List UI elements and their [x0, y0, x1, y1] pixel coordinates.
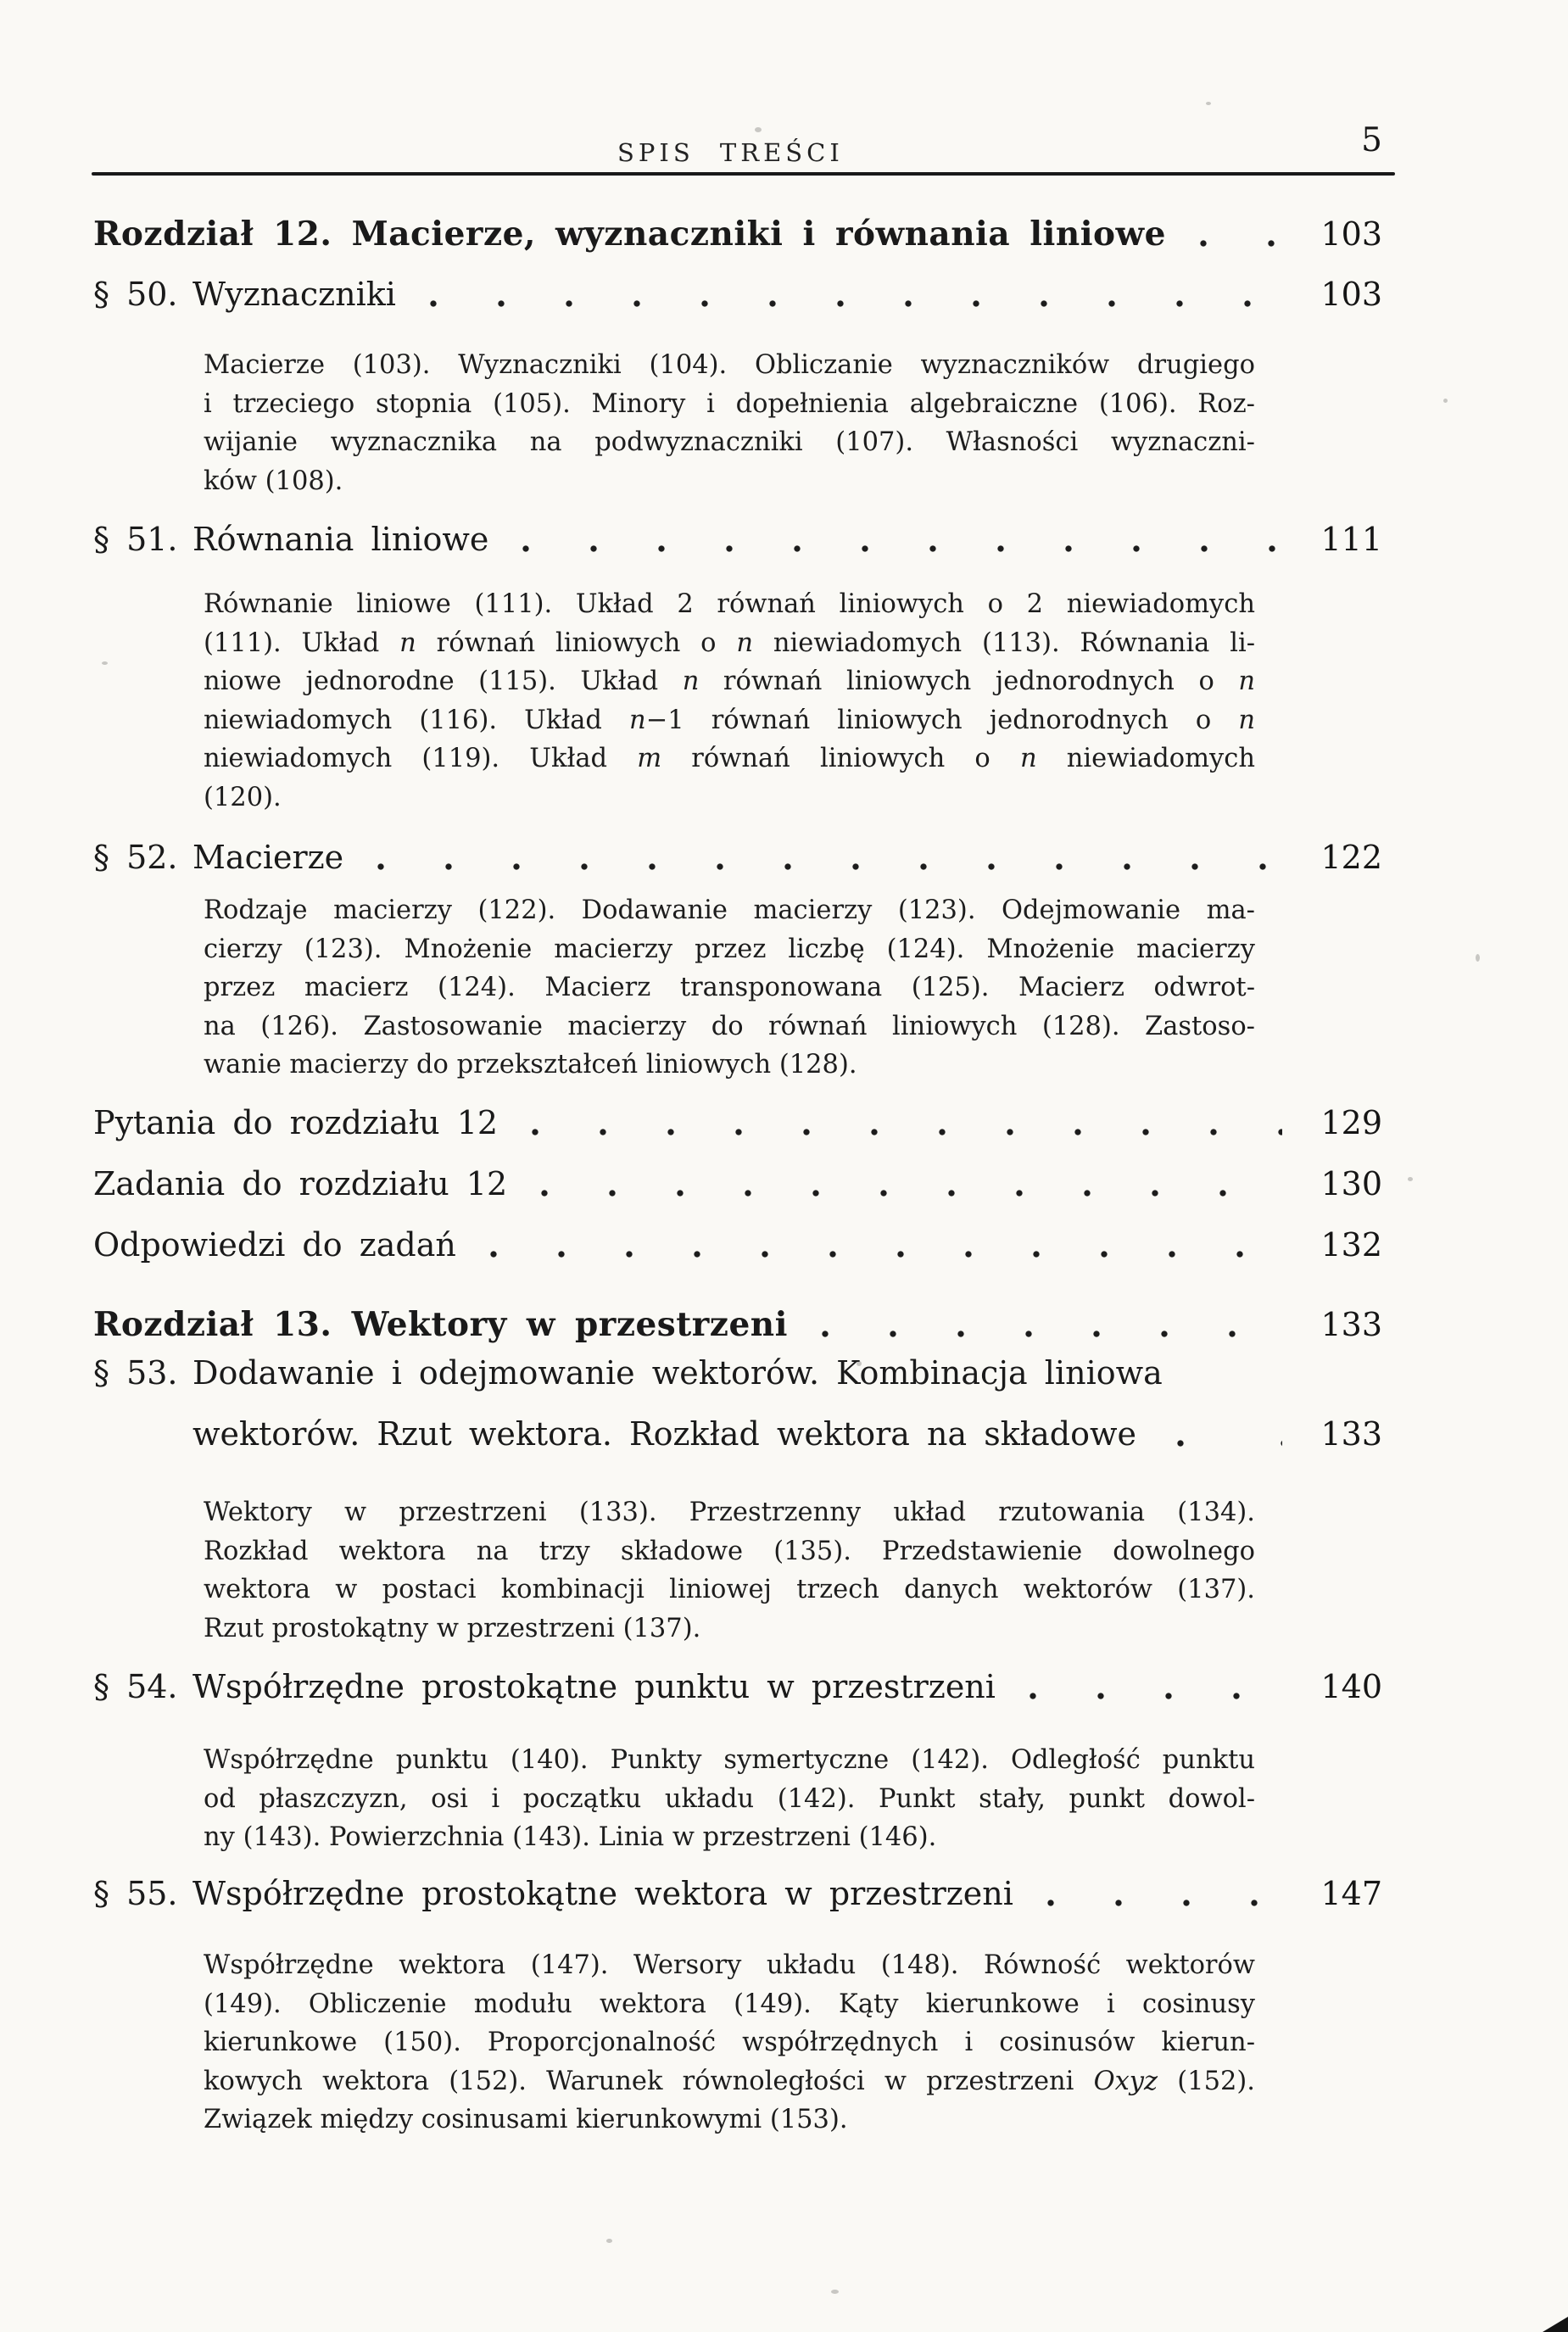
section-mark: § 55. [93, 1875, 178, 1912]
scan-speckle [831, 2290, 839, 2294]
section-mark: § 54. [93, 1668, 178, 1705]
row-label: Pytania do rozdziału 12 [93, 1104, 499, 1141]
row-page-number: 133 [1320, 1415, 1382, 1453]
row-page-number: 132 [1320, 1226, 1382, 1264]
dot-leader [377, 862, 1282, 872]
row-page-number: 111 [1320, 521, 1382, 558]
dot-leader [1177, 1438, 1282, 1448]
annotation-line: niowe jednorodne (115). Układ n równań liniowych jednorodnych o n [204, 667, 1255, 696]
section-mark: § 50. [93, 276, 178, 313]
toc-row-section-55 [93, 1874, 1382, 1913]
annotation-line: (120). [204, 782, 282, 812]
page-header-title: SPIS TREŚCI [617, 138, 844, 167]
annotation-section-54 [204, 1741, 1255, 1857]
toc-row-section-52 [93, 838, 1382, 877]
annotation-line: Związek między cosinusami kierunkowymi (153). [204, 2105, 848, 2134]
annotation-line: niewiadomych (119). Układ m równań liniowych o n niewiadomych [204, 744, 1255, 773]
row-label: Macierze [193, 839, 344, 876]
toc-row-odpowiedzi [93, 1225, 1382, 1264]
annotation-line: i trzeciego stopnia (105). Minory i dopełnienia algebraiczne (106). Roz- [204, 388, 1255, 419]
scan-speckle [857, 1361, 862, 1366]
annotation-line: wektora w postaci kombinacji liniowej trzech danych wektorów (137). [204, 1575, 1255, 1604]
row-label: Współrzędne prostokątne punktu w przestrzeni [193, 1668, 996, 1705]
annotation-line: na (126). Zastosowanie macierzy do równań liniowych (128). Zastoso- [204, 1011, 1255, 1041]
dot-leader [1047, 1898, 1282, 1908]
annotation-line: kierunkowe (150). Proporcjonalność współrzędnych i cosinusów kierun- [204, 2028, 1255, 2057]
row-label: Równania liniowe [193, 521, 489, 558]
row-page-number: 103 [1320, 276, 1382, 313]
toc-row-section-51 [93, 520, 1382, 559]
annotation-line: ków (108). [204, 466, 343, 496]
row-label: Współrzędne prostokątne wektora w przestrzeni [193, 1875, 1013, 1912]
row-page-number: 147 [1320, 1875, 1382, 1912]
scan-speckle [1206, 102, 1211, 105]
annotation-line: Rzut prostokątny w przestrzeni (137). [204, 1613, 701, 1643]
annotation-line: Równanie liniowe (111). Układ 2 równań liniowych o 2 niewiadomych [204, 589, 1255, 619]
row-page-number: 140 [1320, 1668, 1382, 1705]
dot-leader [1200, 238, 1282, 248]
annotation-section-52 [204, 891, 1255, 1085]
row-label: Zadania do rozdziału 12 [93, 1165, 508, 1202]
annotation-line: Współrzędne punktu (140). Punkty symertyczne (142). Odległość punktu [204, 1745, 1255, 1775]
annotation-line: wanie macierzy do przekształceń liniowych (128). [204, 1050, 857, 1080]
row-page-number: 129 [1320, 1104, 1382, 1141]
toc-row-chapter-12 [93, 215, 1382, 254]
scan-speckle [1476, 954, 1480, 962]
toc-row-section-53-line2 [93, 1414, 1382, 1453]
row-label: Rozdział 12. Macierze, wyznaczniki i równania liniowe [93, 215, 1166, 254]
toc-row-section-53-line1 [93, 1353, 1382, 1392]
header-rule [92, 172, 1395, 176]
annotation-line: Rodzaje macierzy (122). Dodawanie macierzy (123). Odejmowanie ma- [204, 895, 1255, 925]
section-mark: § 51. [93, 521, 178, 558]
dot-leader [541, 1188, 1282, 1198]
toc-row-pytania-12 [93, 1103, 1382, 1142]
page-number: 5 [1361, 121, 1382, 159]
dot-leader [522, 544, 1282, 554]
scan-speckle [1408, 1177, 1413, 1181]
annotation-section-50 [204, 346, 1255, 500]
annotation-line: kowych wektora (152). Warunek równoległości w przestrzeni Oxyz (152). [204, 2066, 1255, 2096]
toc-row-chapter-13 [93, 1305, 1382, 1344]
annotation-line: wijanie wyznacznika na podwyznaczniki (107). Własności wyznaczni- [204, 427, 1255, 457]
toc-row-section-54 [93, 1667, 1382, 1706]
annotation-line: przez macierz (124). Macierz transponowana (125). Macierz odwrot- [204, 973, 1255, 1002]
annotation-line: od płaszczyzn, osi i początku układu (142). Punkt stały, punkt dowol- [204, 1783, 1255, 1814]
scan-speckle [1443, 399, 1448, 403]
scan-speckle [755, 127, 762, 132]
toc-row-zadania-12 [93, 1164, 1382, 1203]
row-label: Wyznaczniki [193, 276, 396, 313]
row-label: Rozdział 13. Wektory w przestrzeni [93, 1305, 788, 1344]
row-page-number: 103 [1320, 215, 1382, 253]
row-page-number: 122 [1320, 839, 1382, 876]
annotation-line: ny (143). Powierzchnia (143). Linia w przestrzeni (146). [204, 1822, 937, 1852]
row-page-number: 133 [1320, 1306, 1382, 1343]
annotation-line: niewiadomych (116). Układ n−1 równań liniowych jednorodnych o n [204, 705, 1255, 735]
annotation-line: Rozkład wektora na trzy składowe (135). Przedstawienie dowolnego [204, 1536, 1255, 1566]
annotation-line: cierzy (123). Mnożenie macierzy przez liczbę (124). Mnożenie macierzy [204, 934, 1255, 964]
annotation-line: Macierze (103). Wyznaczniki (104). Obliczanie wyznaczników drugiego [204, 350, 1255, 380]
annotation-line: Współrzędne wektora (147). Wersory układu (148). Równość wektorów [204, 1950, 1255, 1980]
dot-leader [1030, 1691, 1282, 1701]
section-mark: § 53. [93, 1354, 178, 1392]
annotation-line: (149). Obliczenie modułu wektora (149). Kąty kierunkowe i cosinusy [204, 1989, 1255, 2019]
row-label: wektorów. Rzut wektora. Rozkład wektora na składowe [193, 1415, 1136, 1453]
dot-leader [430, 298, 1282, 309]
scan-speckle [606, 2239, 612, 2243]
row-page-number: 130 [1320, 1165, 1382, 1202]
annotation-section-51 [204, 585, 1255, 817]
scan-corner-mark [1543, 2317, 1568, 2332]
scan-speckle [102, 661, 108, 665]
annotation-section-53 [204, 1493, 1255, 1648]
section-mark: § 52. [93, 839, 178, 876]
row-label: Odpowiedzi do zadań [93, 1226, 456, 1264]
dot-leader [532, 1127, 1282, 1137]
annotation-line: (111). Układ n równań liniowych o n niewiadomych (113). Równania li- [204, 628, 1256, 658]
dot-leader [822, 1329, 1282, 1339]
annotation-section-55 [204, 1946, 1255, 2140]
row-label: Dodawanie i odejmowanie wektorów. Kombinacja liniowa [193, 1354, 1163, 1392]
toc-row-section-50 [93, 275, 1382, 314]
annotation-line: Wektory w przestrzeni (133). Przestrzenny układ rzutowania (134). [204, 1498, 1255, 1527]
dot-leader [490, 1249, 1282, 1259]
